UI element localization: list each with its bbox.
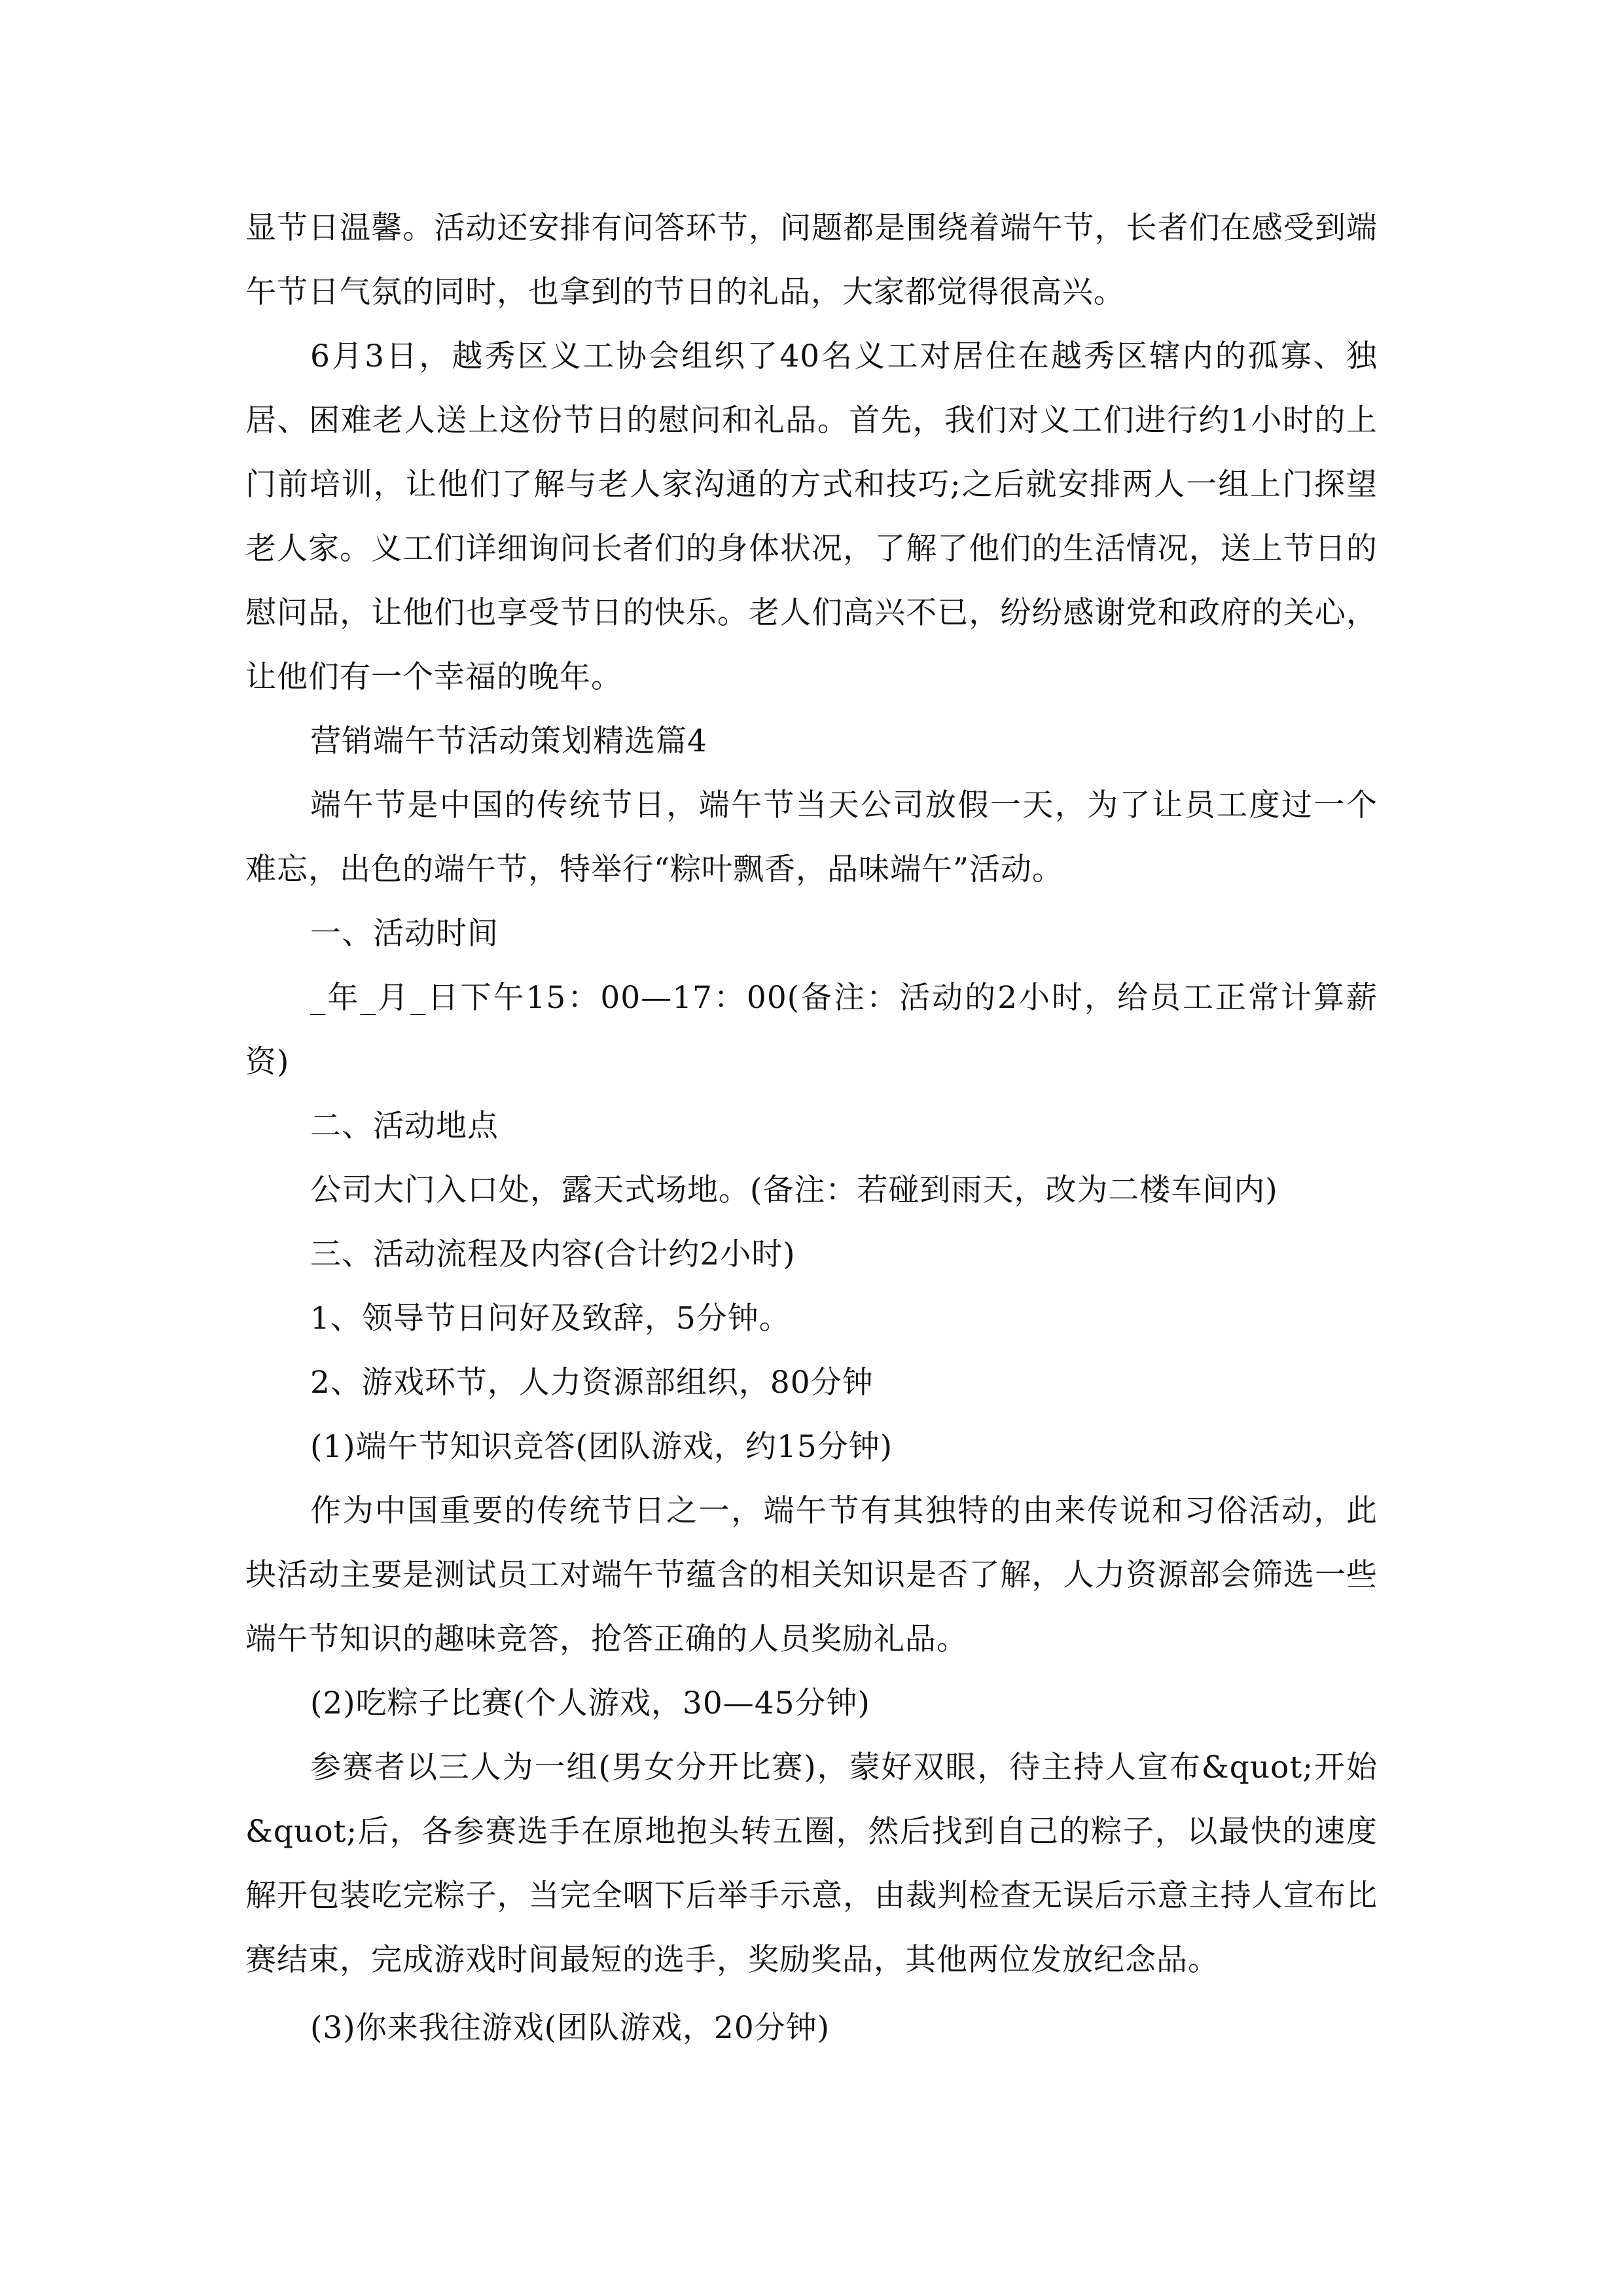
paragraph-3: 端午节是中国的传统节日，端午节当天公司放假一天，为了让员工度过一个难忘，出色的端午节，特举行“粽叶飘香，品味端午”活动。: [245, 787, 1378, 888]
paragraph-location-detail: 公司大门入口处，露天式场地。(备注：若碰到雨天，改为二楼车间内): [310, 1172, 1278, 1208]
sub-item-1: (1)端午节知识竞答(团队游戏，约15分钟): [310, 1429, 893, 1465]
document-body: [245, 196, 1378, 2060]
heading-activity-flow: 三、活动流程及内容(合计约2小时): [310, 1236, 796, 1272]
paragraph-1: 显节日温馨。活动还安排有问答环节，问题都是围绕着端午节，长者们在感受到端午节日气氛的同时，也拿到的节日的礼品，大家都觉得很高兴。: [245, 210, 1378, 310]
paragraph-2: 6月3日，越秀区义工协会组织了40名义工对居住在越秀区辖内的孤寡、独居、困难老人送上这份节日的慰问和礼品。首先，我们对义工们进行约1小时的上门前培训，让他们了解与老人家沟通的方式和技巧;之后就安排两人一组上门探望老人家。义工们详细询问长者们的身体状况，了解了他们的生活情况，送上节日的慰问品，让他们也享受节日的快乐。老人们高兴不已，纷纷感谢党和政府的关心，让他们有一个幸福的晚年。: [245, 338, 1378, 695]
list-item-1: 1、领导节日问好及致辞，5分钟。: [310, 1300, 791, 1336]
sub-item-2: (2)吃粽子比赛(个人游戏，30—45分钟): [310, 1685, 870, 1721]
section-heading: 营销端午节活动策划精选篇4: [310, 723, 707, 759]
paragraph-quiz: 作为中国重要的传统节日之一，端午节有其独特的由来传说和习俗活动，此块活动主要是测试员工对端午节蕴含的相关知识是否了解，人力资源部会筛选一些端午节知识的趣味竞答，抢答正确的人员奖励礼品。: [245, 1493, 1378, 1657]
paragraph-time-detail: _年_月_日下午15：00—17：00(备注：活动的2小时，给员工正常计算薪资): [245, 980, 1378, 1080]
heading-activity-time: 一、活动时间: [310, 916, 499, 952]
sub-item-3: (3)你来我往游戏(团队游戏，20分钟): [310, 2010, 830, 2046]
paragraph-zongzi: 参赛者以三人为一组(男女分开比赛)，蒙好双眼，待主持人宣布&quot;开始&quot;后，各参赛选手在原地抱头转五圈，然后找到自己的粽子，以最快的速度解开包装吃完粽子，当完全咽下后举手示意，由裁判检查无误后示意主持人宣布比赛结束，完成游戏时间最短的选手，奖励奖品，其他两位发放纪念品。: [245, 1749, 1378, 1978]
heading-activity-location: 二、活动地点: [310, 1108, 499, 1144]
list-item-2: 2、游戏环节，人力资源部组织，80分钟: [310, 1365, 874, 1401]
